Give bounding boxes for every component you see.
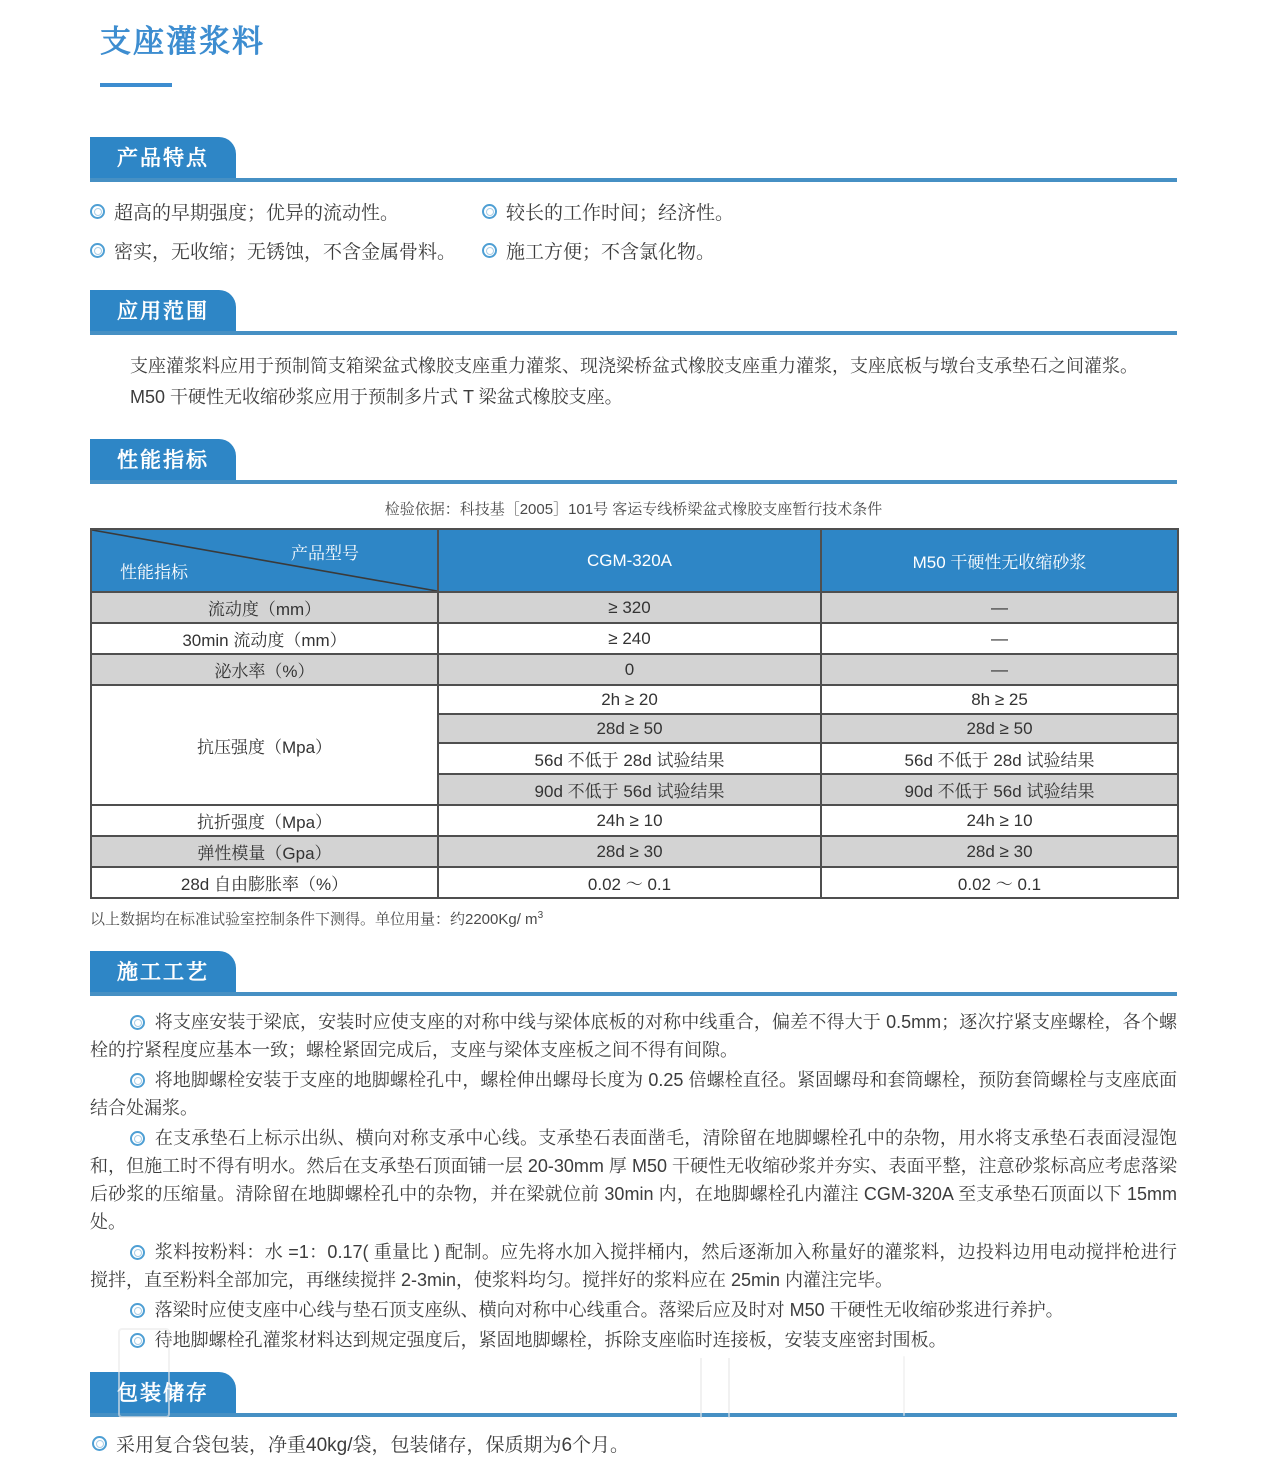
step-text: 将地脚螺栓安装于支座的地脚螺栓孔中，螺栓伸出螺母长度为 0.25 倍螺栓直径。紧固螺母和套筒螺栓，预防套筒螺栓与支座底面结合处漏浆。	[90, 1070, 1177, 1118]
performance-table	[90, 528, 1179, 899]
bullet-text: 施工方便；不含氯化物。	[506, 242, 716, 263]
construction-step	[90, 1124, 1177, 1236]
ring-bullet-icon	[130, 1015, 145, 1030]
section-construction-heading	[90, 951, 1177, 996]
value-cell: —	[821, 592, 1178, 623]
features-list	[90, 198, 1177, 264]
value-cell: 28d ≥ 50	[438, 714, 821, 743]
column-header: CGM-320A	[438, 529, 821, 592]
value-cell: 2h ≥ 20	[438, 685, 821, 714]
section-tab-performance: 性能指标	[90, 439, 236, 480]
bullet-text: 超高的早期强度；优异的流动性。	[114, 203, 400, 224]
feature-item	[90, 237, 482, 264]
ring-bullet-icon	[482, 204, 497, 219]
ring-bullet-icon	[130, 1245, 145, 1260]
construction-step	[90, 1326, 1177, 1354]
packaging-list	[90, 1430, 1177, 1457]
row-label-cell: 泌水率（%）	[91, 654, 438, 685]
ring-bullet-icon	[90, 204, 105, 219]
section-performance-heading	[90, 439, 1177, 484]
section-rule	[90, 992, 1177, 996]
value-cell: —	[821, 654, 1178, 685]
value-cell: 0.02 ～ 0.1	[438, 867, 821, 898]
construction-step	[90, 1066, 1177, 1122]
features-column-left	[90, 198, 482, 264]
section-tab-packaging: 包装储存	[90, 1372, 236, 1413]
value-cell: 90d 不低于 56d 试验结果	[821, 774, 1178, 805]
construction-steps	[90, 1008, 1177, 1354]
section-packaging-heading	[90, 1372, 1177, 1417]
table-note	[90, 908, 1177, 929]
value-cell: 8h ≥ 25	[821, 685, 1178, 714]
step-text: 在支承垫石上标示出纵、横向对称支承中心线。支承垫石表面凿毛，清除留在地脚螺栓孔中的杂物，用水将支承垫石表面浸湿饱和，但施工时不得有明水。然后在支承垫石顶面铺一层 20-30mm 厚 M50 干硬性无收缩砂浆并夯实、表面平整，注意砂浆标高应考虑落梁后砂浆的压缩量。清除留在地脚螺栓孔中的杂物，并在梁就位前 30min 内，在地脚螺栓孔内灌注 CGM-320A 至支承垫石顶面以下 15mm 处。	[90, 1128, 1177, 1232]
feature-item	[90, 198, 482, 225]
ring-bullet-icon	[92, 1436, 107, 1451]
row-label-cell: 流动度（mm）	[91, 592, 438, 623]
section-tab-application: 应用范围	[90, 290, 236, 331]
step-text: 将支座安装于梁底，安装时应使支座的对称中线与梁体底板的对称中线重合，偏差不得大于 0.5mm；逐次拧紧支座螺栓，各个螺栓的拧紧程度应基本一致；螺栓紧固完成后，支座与梁体支座板之间不得有间隙。	[90, 1012, 1177, 1060]
value-cell: 56d 不低于 28d 试验结果	[821, 743, 1178, 774]
feature-item	[482, 237, 734, 264]
section-rule	[90, 178, 1177, 182]
row-label-cell: 30min 流动度（mm）	[91, 623, 438, 654]
ring-bullet-icon	[130, 1073, 145, 1088]
row-label-cell: 抗压强度（Mpa）	[91, 685, 438, 805]
value-cell: 28d ≥ 30	[438, 836, 821, 867]
feature-item	[482, 198, 734, 225]
value-cell: ≥ 240	[438, 623, 821, 654]
test-basis-text: 检验依据：科技基［2005］101号 客运专线桥梁盆式橡胶支座暂行技术条件	[384, 501, 883, 518]
table-note-superscript: 3	[537, 910, 544, 921]
table-row	[91, 805, 1178, 836]
packaging-item	[92, 1430, 1177, 1457]
table-header-row	[91, 529, 1178, 592]
ring-bullet-icon	[90, 243, 105, 258]
bullet-text: 密实，无收缩；无锈蚀，不含金属骨料。	[114, 242, 457, 263]
bullet-text: 较长的工作时间；经济性。	[506, 203, 735, 224]
column-header: M50 干硬性无收缩砂浆	[821, 529, 1178, 592]
application-paragraphs	[130, 351, 1177, 413]
table-row	[91, 592, 1178, 623]
value-cell: 24h ≥ 10	[438, 805, 821, 836]
step-text: 落梁时应使支座中心线与垫石顶支座纵、横向对称中心线重合。落梁后应及时对 M50 干硬性无收缩砂浆进行养护。	[154, 1300, 1064, 1320]
value-cell: ≥ 320	[438, 592, 821, 623]
features-column-right	[482, 198, 734, 264]
row-label-cell: 28d 自由膨胀率（%）	[91, 867, 438, 898]
value-cell: 56d 不低于 28d 试验结果	[438, 743, 821, 774]
table-row	[91, 685, 1178, 714]
title-underline	[100, 83, 172, 87]
table-row	[91, 623, 1178, 654]
bullet-text: 采用复合袋包装，净重40kg/袋，包装储存，保质期为6个月。	[116, 1435, 630, 1456]
application-paragraph: 支座灌浆料应用于预制简支箱梁盆式橡胶支座重力灌浆、现浇梁桥盆式橡胶支座重力灌浆，支座底板与墩台支承垫石之间灌浆。	[130, 356, 1138, 376]
value-cell: 90d 不低于 56d 试验结果	[438, 774, 821, 805]
value-cell: —	[821, 623, 1178, 654]
table-note-text: 以上数据均在标准试验室控制条件下测得。单位用量：约2200Kg/ m	[90, 911, 538, 928]
application-paragraph: M50 干硬性无收缩砂浆应用于预制多片式 T 梁盆式橡胶支座。	[130, 387, 623, 407]
table-row	[91, 836, 1178, 867]
section-tab-construction: 施工工艺	[90, 951, 236, 992]
watermark-line	[903, 1356, 905, 1416]
row-label-cell: 抗折强度（Mpa）	[91, 805, 438, 836]
construction-step	[90, 1296, 1177, 1324]
table-row	[91, 867, 1178, 898]
corner-label-indicator: 性能指标	[120, 563, 188, 582]
value-cell: 28d ≥ 50	[821, 714, 1178, 743]
table-corner-cell	[91, 529, 438, 592]
ring-bullet-icon	[130, 1303, 145, 1318]
section-features-heading	[90, 137, 1177, 182]
document-page	[90, 0, 1177, 1457]
row-label-cell: 弹性模量（Gpa）	[91, 836, 438, 867]
table-row	[91, 654, 1178, 685]
value-cell: 0.02 ～ 0.1	[821, 867, 1178, 898]
corner-label-model: 产品型号	[291, 544, 359, 563]
construction-step	[90, 1238, 1177, 1294]
section-rule	[90, 480, 1177, 484]
step-text: 浆料按粉料：水 =1：0.17( 重量比 ) 配制。应先将水加入搅拌桶内，然后逐渐加入称量好的灌浆料，边投料边用电动搅拌枪进行搅拌，直至粉料全部加完，再继续搅拌 2-3min，使浆料均匀。搅拌好的浆料应在 25min 内灌注完毕。	[90, 1242, 1177, 1290]
section-rule	[90, 1413, 1177, 1417]
section-rule	[90, 331, 1177, 335]
value-cell: 28d ≥ 30	[821, 836, 1178, 867]
ring-bullet-icon	[482, 243, 497, 258]
ring-bullet-icon	[130, 1131, 145, 1146]
step-text: 待地脚螺栓孔灌浆材料达到规定强度后，紧固地脚螺栓，拆除支座临时连接板，安装支座密封围板。	[154, 1330, 947, 1350]
page-title: 支座灌浆料	[100, 24, 265, 59]
watermark-strip	[700, 1358, 730, 1418]
value-cell: 0	[438, 654, 821, 685]
section-application-heading	[90, 290, 1177, 335]
value-cell: 24h ≥ 10	[821, 805, 1178, 836]
section-tab-features: 产品特点	[90, 137, 236, 178]
construction-step	[90, 1008, 1177, 1064]
